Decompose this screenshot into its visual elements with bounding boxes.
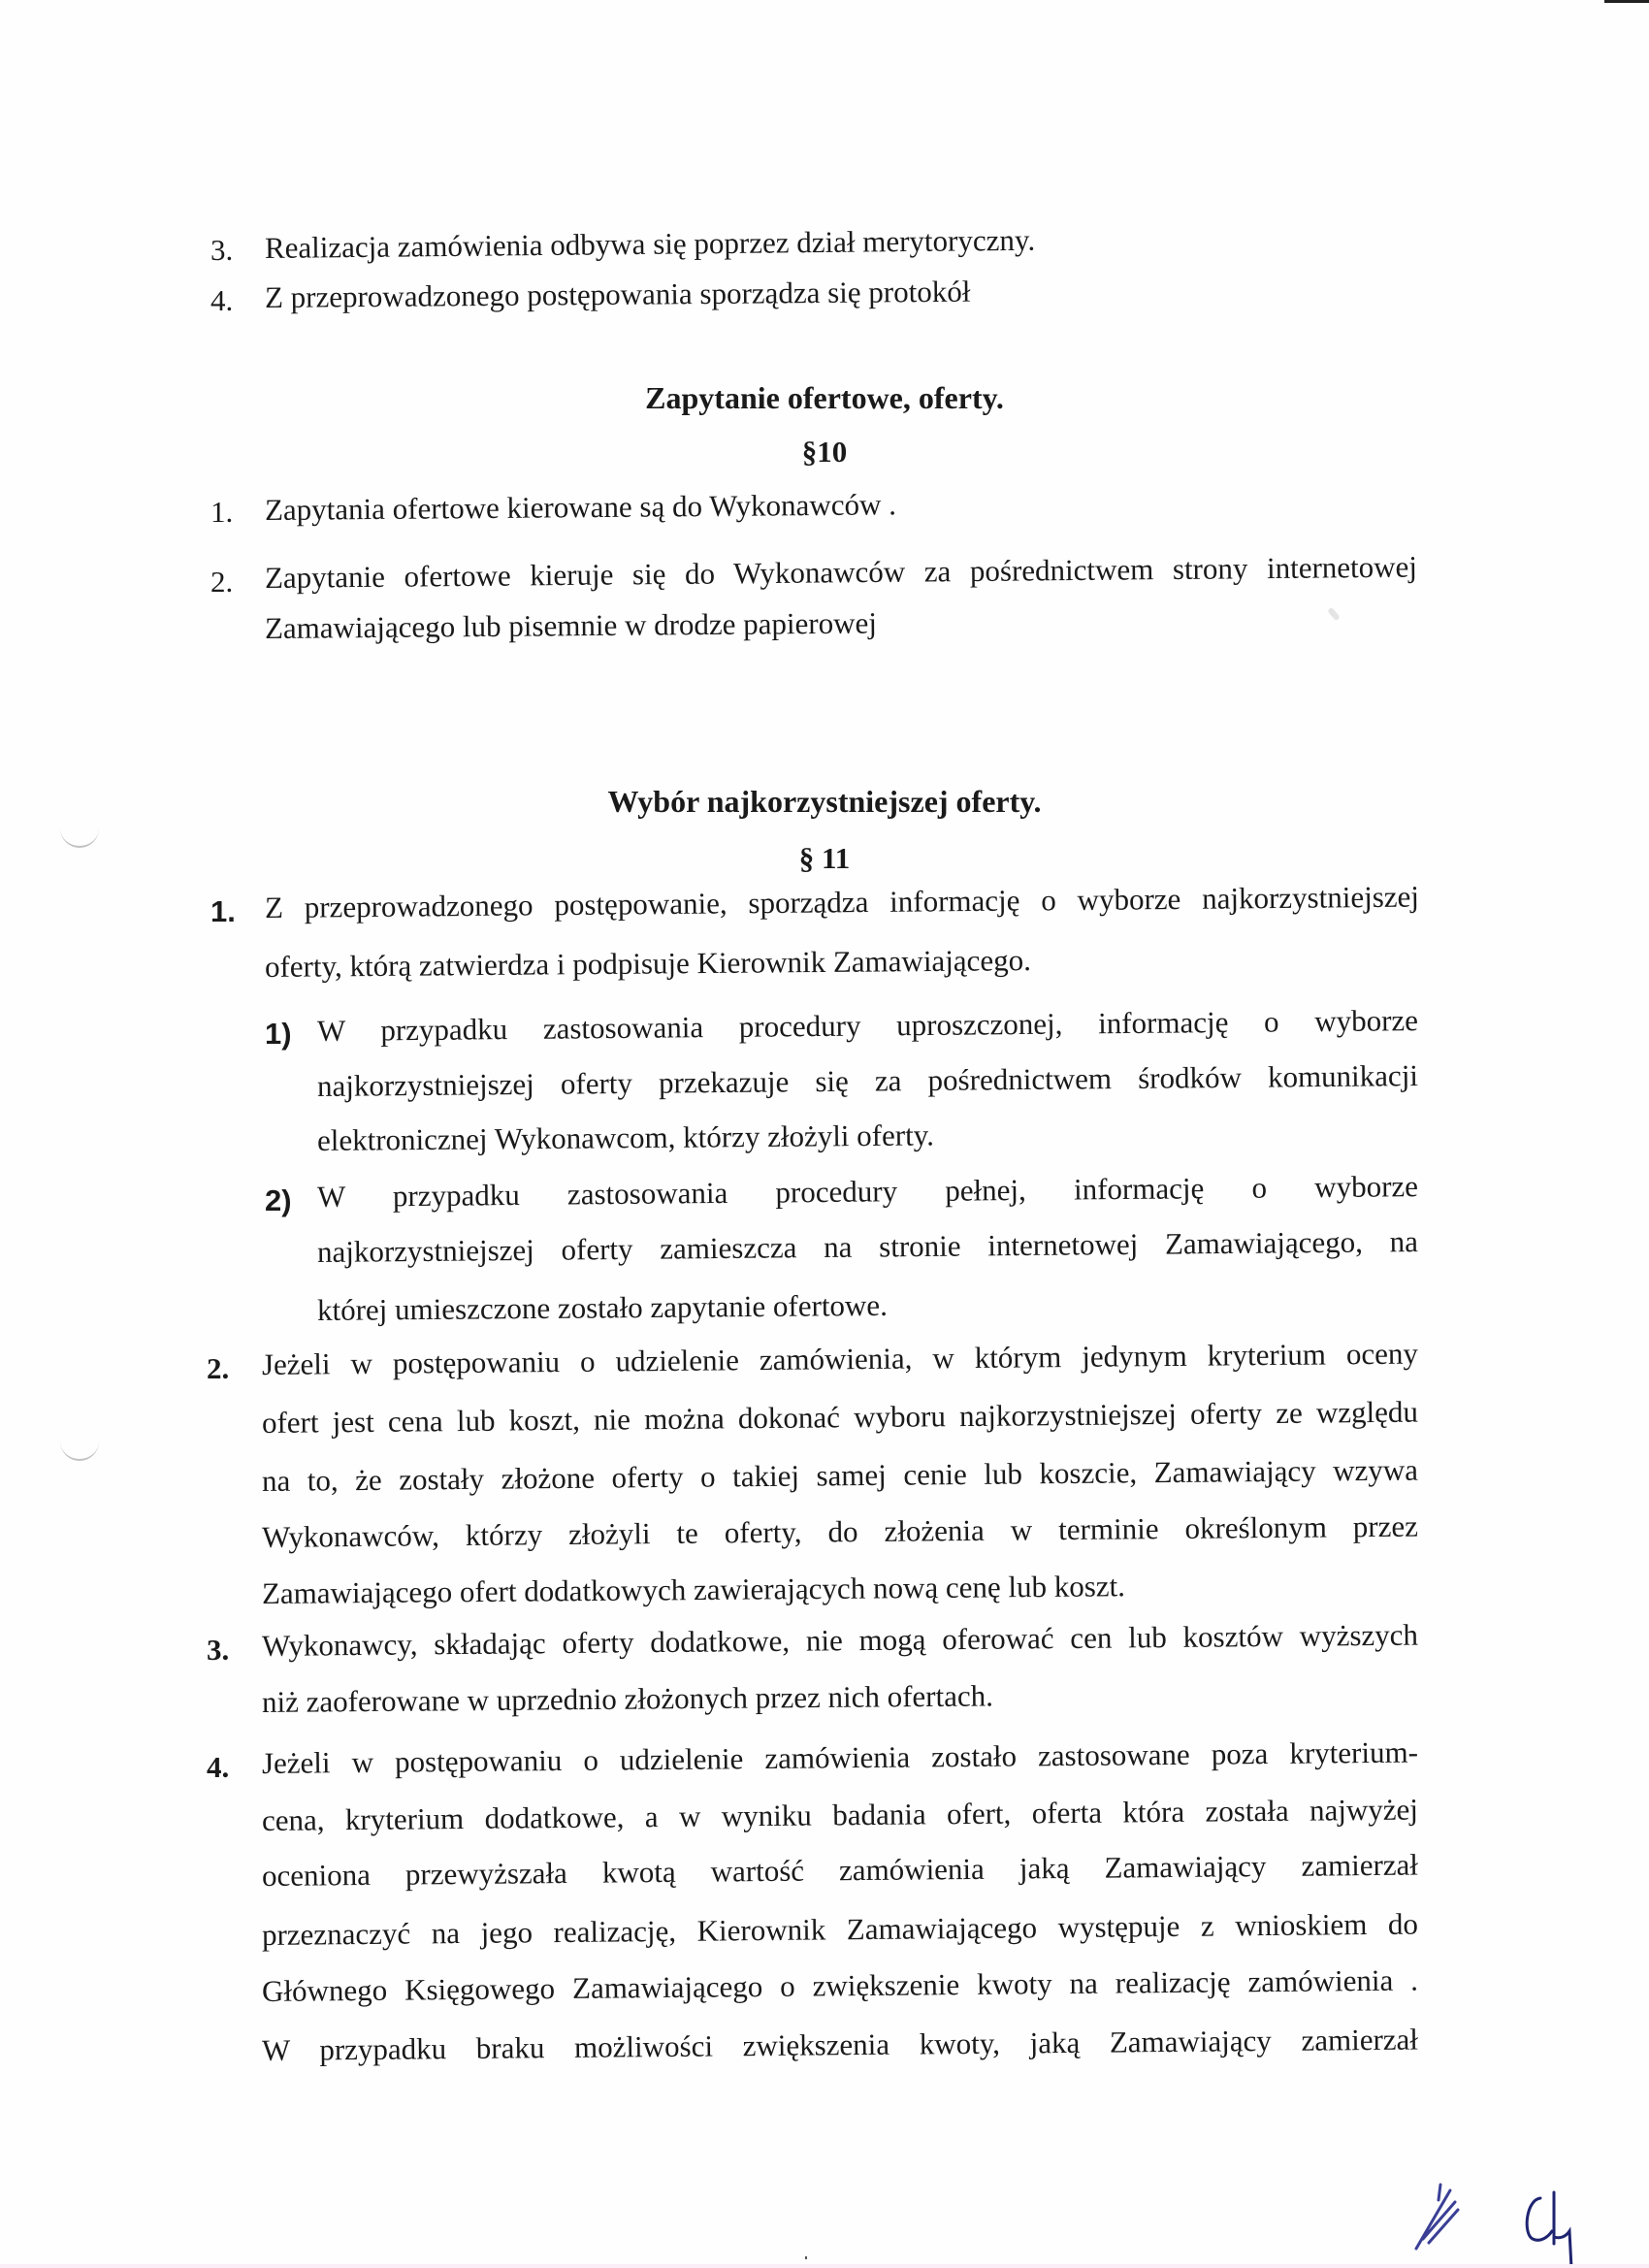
list-item-text: Jeżeli w postępowaniu o udzielenie zamówienia, w którym jedynym kryterium oceny: [261, 1336, 1419, 1381]
sublist-item-text: najkorzystniejszej oferty zamieszcza na stronie internetowej Zamawiającego, na: [316, 1224, 1419, 1269]
list-number: 3.: [207, 1633, 230, 1667]
list-item-text: cena, kryterium dodatkowe, a w wyniku badania ofert, oferta która została najwyżej: [261, 1792, 1419, 1837]
list-number: 3.: [210, 233, 234, 267]
list-number: 1.: [210, 894, 236, 928]
list-item-text: ofert jest cena lub koszt, nie można dokonać wyboru najkorzystniejszej oferty ze względu: [261, 1394, 1419, 1440]
punch-hole-mark: [60, 1436, 99, 1461]
list-number: 2.: [207, 1351, 230, 1385]
list-item-text: Jeżeli w postępowaniu o udzielenie zamówienia zostało zastosowane poza kryterium-: [261, 1734, 1419, 1780]
sublist-item-text: elektronicznej Wykonawcom, którzy złożyli oferty.: [316, 1118, 935, 1157]
list-item-text: Z przeprowadzonego postępowanie, sporządza informację o wyborze najkorzystniejszej: [264, 879, 1420, 924]
signature-initials-1: [1411, 2183, 1479, 2255]
list-item-text: Zamawiającego ofert dodatkowych zawierających nową cenę lub koszt.: [261, 1569, 1126, 1610]
list-item-text: Realizacja zamówienia odbywa się poprzez dział merytoryczny.: [264, 222, 1036, 265]
section-title: Wybór najkorzystniejszej oferty.: [607, 784, 1042, 819]
list-item-text: Głównego Księgowego Zamawiającego o zwiększenie kwoty na realizację zamówienia .: [261, 1962, 1419, 2008]
list-item-text: niż zaoferowane w uprzednio złożonych przez nich ofertach.: [261, 1678, 994, 1719]
sublist-item-text: najkorzystniejszej oferty przekazuje się za pośrednictwem środków komunikacji: [316, 1058, 1419, 1103]
list-number: 4.: [210, 283, 234, 317]
paragraph-number: § 11: [798, 841, 851, 875]
list-item-text: Wykonawcy, składając oferty dodatkowe, nie mogą oferować cen lub kosztów wyższych: [261, 1617, 1419, 1663]
list-item-text: oceniona przewyższała kwotą wartość zamówienia jaką Zamawiający zamierzał: [261, 1847, 1419, 1893]
list-item-text: Wykonawców, którzy złożyli te oferty, do złożenia w terminie określonym przez: [261, 1508, 1419, 1554]
sublist-number: 2): [265, 1183, 292, 1217]
list-item-text: Zapytania ofertowe kierowane są do Wykonawców .: [264, 487, 897, 527]
list-item-text: przeznaczyć na jego realizację, Kierownik Zamawiającego występuje z wnioskiem do: [261, 1906, 1419, 1952]
list-item-text: Z przeprowadzonego postępowania sporządza się protokół: [264, 274, 971, 314]
scan-dot: [805, 2256, 807, 2259]
signature-initials-2: [1521, 2190, 1589, 2268]
sublist-item-text: której umieszczone zostało zapytanie ofertowe.: [316, 1287, 889, 1327]
sublist-item-text: W przypadku zastosowania procedury pełnej, informację o wyborze: [316, 1169, 1419, 1214]
scan-edge: [0, 2264, 1649, 2268]
list-item-text: Zamawiającego lub pisemnie w drodze papierowej: [264, 605, 878, 645]
sublist-item-text: W przypadku zastosowania procedury uproszczonej, informację o wyborze: [316, 1003, 1419, 1048]
sublist-number: 1): [265, 1017, 292, 1051]
paragraph-number: §10: [801, 435, 848, 469]
scan-corner-mark: [1604, 0, 1649, 3]
list-item-text: W przypadku braku możliwości zwiększenia kwoty, jaką Zamawiający zamierzał: [261, 2022, 1419, 2067]
list-number: 4.: [207, 1750, 230, 1784]
list-number: 2.: [210, 565, 234, 599]
list-item-text: oferty, którą zatwierdza i podpisuje Kierownik Zamawiającego.: [264, 943, 1032, 984]
list-number: 1.: [210, 495, 234, 529]
list-item-text: Zapytanie ofertowe kieruje się do Wykonawców za pośrednictwem strony internetowej: [264, 549, 1418, 595]
list-item-text: na to, że zostały złożone oferty o takiej samej cenie lub koszcie, Zamawiający wzywa: [261, 1452, 1419, 1498]
scan-smudge: [1327, 607, 1341, 622]
section-title: Zapytanie ofertowe, oferty.: [645, 380, 1004, 415]
